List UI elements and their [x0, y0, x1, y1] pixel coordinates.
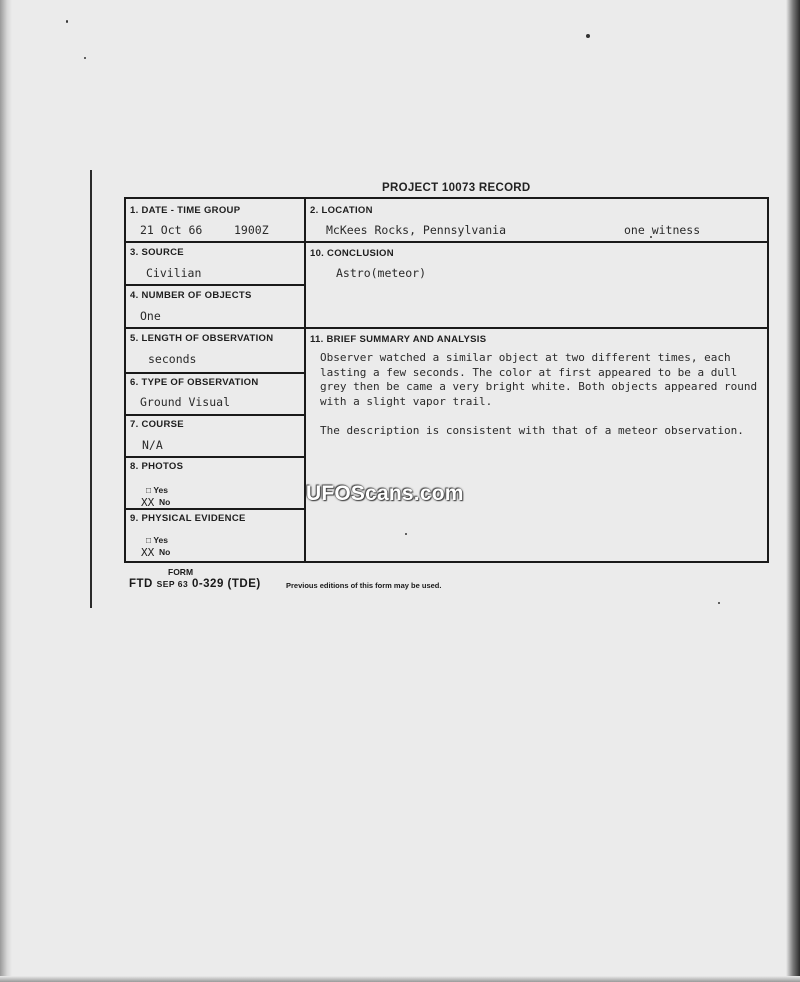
- witness-note: one witness: [624, 223, 701, 237]
- row-divider: [126, 414, 304, 416]
- photos-yes-label: Yes: [153, 485, 168, 495]
- row-divider: [126, 241, 767, 243]
- length-of-observation-value: seconds: [148, 352, 197, 366]
- location-label: 2. LOCATION: [310, 205, 373, 216]
- date-value: 21 Oct 66: [140, 223, 203, 237]
- summary-label: 11. BRIEF SUMMARY AND ANALYSIS: [310, 334, 487, 345]
- type-of-observation-value: Ground Visual: [140, 395, 231, 409]
- form-note: Previous editions of this form may be used.: [286, 581, 442, 590]
- record-form: [124, 197, 769, 563]
- photos-no-label: No: [159, 497, 171, 507]
- row-divider: [126, 327, 767, 329]
- scan-edge-right: [786, 0, 800, 982]
- photos-yes-option: □ Yes: [146, 485, 168, 495]
- watermark: UFOScans.com: [306, 482, 464, 505]
- summary-paragraph: Observer watched a similar object at two different times, each lasting a few seconds. The color at first appeared to be a dull grey then be came a very bright white. Both objects appeared round with a slight vapor trail.: [320, 351, 758, 408]
- length-of-observation-label: 5. LENGTH OF OBSERVATION: [130, 333, 274, 344]
- summary-paragraph: The description is consistent with that of a meteor observation.: [320, 423, 744, 437]
- form-date: SEP 63: [156, 579, 189, 589]
- evidence-yes-label: Yes: [153, 535, 168, 545]
- row-divider: [126, 372, 304, 374]
- course-value: N/A: [142, 438, 163, 452]
- evidence-no-label: No: [159, 547, 171, 557]
- source-value: Civilian: [146, 266, 202, 280]
- form-label: FORM: [168, 567, 194, 577]
- scan-speck: [586, 34, 590, 38]
- scan-edge-left: [0, 0, 12, 982]
- row-divider: [126, 456, 304, 458]
- form-prefix: FTD: [129, 578, 153, 590]
- photos-label: 8. PHOTOS: [130, 461, 184, 472]
- scan-edge-bottom: [0, 976, 800, 982]
- column-divider: [304, 199, 306, 561]
- evidence-no-mark: XX: [141, 546, 155, 559]
- type-of-observation-label: 6. TYPE OF OBSERVATION: [130, 377, 259, 388]
- summary-text: [320, 351, 760, 438]
- conclusion-value: Astro(meteor): [336, 266, 427, 280]
- scan-speck: [718, 602, 720, 604]
- conclusion-label: 10. CONCLUSION: [310, 248, 394, 259]
- number-of-objects-label: 4. NUMBER OF OBJECTS: [130, 290, 252, 301]
- course-label: 7. COURSE: [130, 419, 184, 430]
- scan-speck: [66, 20, 68, 23]
- photos-no-mark: XX: [141, 496, 155, 509]
- form-id: [129, 578, 261, 590]
- date-time-label: 1. DATE - TIME GROUP: [130, 205, 241, 216]
- number-of-objects-value: One: [140, 309, 161, 323]
- form-number: 0-329 (TDE): [191, 578, 261, 590]
- time-value: 1900Z: [234, 223, 269, 237]
- margin-line: [90, 170, 92, 608]
- evidence-yes-option: □ Yes: [146, 535, 168, 545]
- scan-speck: [84, 57, 86, 59]
- physical-evidence-label: 9. PHYSICAL EVIDENCE: [130, 513, 246, 524]
- row-divider: [126, 284, 304, 286]
- source-label: 3. SOURCE: [130, 247, 184, 258]
- location-value: McKees Rocks, Pennsylvania: [326, 223, 507, 237]
- page-title: PROJECT 10073 RECORD: [382, 182, 531, 194]
